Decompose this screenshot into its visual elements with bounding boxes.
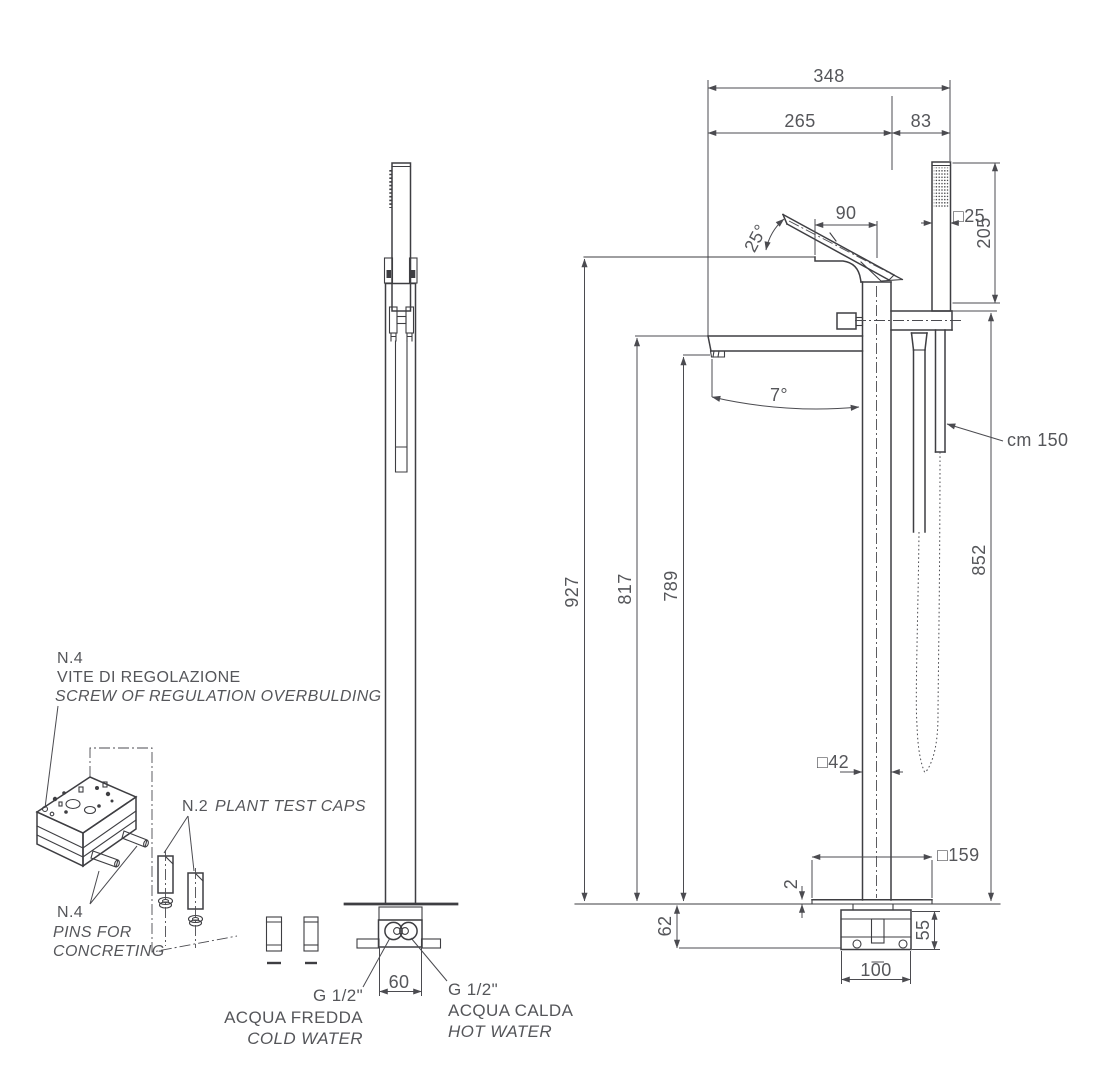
dim-label-25deg: 25° xyxy=(740,220,772,256)
dim-label-83: 83 xyxy=(910,111,932,131)
dim-label-100: 100 xyxy=(860,960,892,980)
dim-handshower-length xyxy=(953,163,1001,303)
hose-length-callout xyxy=(947,424,1068,450)
dim-label-789: 789 xyxy=(661,570,681,602)
dim-handle-length xyxy=(815,203,877,258)
mixer-handle xyxy=(783,215,903,282)
pins-leaders xyxy=(90,846,137,904)
note-screws-en: SCREW OF REGULATION OVERBULDING xyxy=(55,688,382,705)
note-pins-qty: N.4 xyxy=(57,904,84,921)
spout-front xyxy=(390,307,414,341)
note-screws-it: VITE DI REGOLAZIONE xyxy=(57,669,241,686)
hose-front xyxy=(396,341,408,472)
dim-heights xyxy=(562,259,997,901)
dim-below-floor-depth xyxy=(655,906,841,949)
hot-name-it: ACQUA CALDA xyxy=(448,1001,574,1020)
dim-label-90: 90 xyxy=(835,203,857,223)
aerator xyxy=(711,351,725,357)
dim-base-plate xyxy=(812,845,980,898)
mounting-tab-left xyxy=(357,939,379,948)
screw-leader xyxy=(45,706,58,808)
hose-loop-left xyxy=(916,532,925,773)
anchor-screw-right xyxy=(899,940,907,948)
handshower-holder-front xyxy=(385,258,418,283)
test-caps-detail xyxy=(158,816,203,948)
handshower-side xyxy=(932,162,951,311)
diverter-knob xyxy=(837,313,863,329)
anchor-slot xyxy=(872,919,885,943)
anchor-screw-left xyxy=(853,940,861,948)
dim-label-60: 60 xyxy=(388,972,410,992)
note-caps-label: PLANT TEST CAPS xyxy=(215,798,366,815)
side-view xyxy=(562,66,1068,984)
dim-label-sq25: □25 xyxy=(953,206,986,226)
dim-anchor-width xyxy=(842,951,911,984)
dim-handle-angle xyxy=(740,219,784,255)
base-block-iso xyxy=(37,777,149,867)
dim-top-widths xyxy=(708,66,950,336)
dim-label-817: 817 xyxy=(615,573,635,605)
dim-label-cm150: cm 150 xyxy=(1007,430,1069,450)
column-side xyxy=(863,282,892,900)
anchor-box xyxy=(841,905,911,950)
note-screws xyxy=(55,650,382,705)
dim-label-sq159: □159 xyxy=(937,845,980,865)
note-pins-line1: PINS FOR xyxy=(53,924,132,941)
handshower-front xyxy=(392,163,411,311)
dim-plate-thickness xyxy=(781,879,802,918)
dim-label-205: 205 xyxy=(974,217,994,249)
dim-label-62: 62 xyxy=(655,915,675,937)
note-caps-qty: N.2 xyxy=(182,798,209,815)
mounting-tab-right xyxy=(422,939,441,948)
cold-name-it: ACQUA FREDDA xyxy=(224,1008,363,1027)
dim-label-265: 265 xyxy=(784,111,816,131)
leader-hot xyxy=(411,938,447,981)
dim-label-2: 2 xyxy=(781,878,801,890)
note-test-caps xyxy=(182,798,366,815)
dim-column-section xyxy=(817,752,903,772)
leader-cold xyxy=(363,938,390,987)
hose-loop-right xyxy=(925,452,940,773)
spray-face-dots xyxy=(934,168,949,208)
dim-anchor-height xyxy=(912,912,940,950)
alignment-centerlines xyxy=(90,748,237,952)
dim-label-7deg: 7° xyxy=(769,385,789,405)
dim-label-927: 927 xyxy=(562,576,582,608)
dim-label-sq42: □42 xyxy=(817,752,850,772)
cold-thread-label: G 1/2" xyxy=(312,986,363,1005)
column-front xyxy=(386,284,416,904)
dim-inlet-spacing xyxy=(380,947,422,996)
base-front xyxy=(357,907,441,948)
hose-end xyxy=(936,330,946,452)
dim-spray-angle xyxy=(712,359,859,409)
handshower-grip xyxy=(912,333,928,532)
test-caps-front xyxy=(267,917,319,963)
holder-arm xyxy=(855,311,962,330)
dim-label-55: 55 xyxy=(913,919,933,941)
front-view xyxy=(267,163,458,996)
cold-name-en: COLD WATER xyxy=(247,1029,363,1048)
dim-label-852: 852 xyxy=(969,544,989,576)
note-screws-qty: N.4 xyxy=(57,650,84,667)
dim-label-348: 348 xyxy=(813,66,845,86)
spout-side xyxy=(708,336,863,357)
hot-thread-label: G 1/2" xyxy=(448,980,499,999)
note-pins xyxy=(53,904,165,960)
pin-lower xyxy=(91,851,118,867)
note-pins-line2: CONCRETING xyxy=(53,943,165,960)
hot-name-en: HOT WATER xyxy=(448,1022,553,1041)
base-plate-side xyxy=(812,900,932,904)
